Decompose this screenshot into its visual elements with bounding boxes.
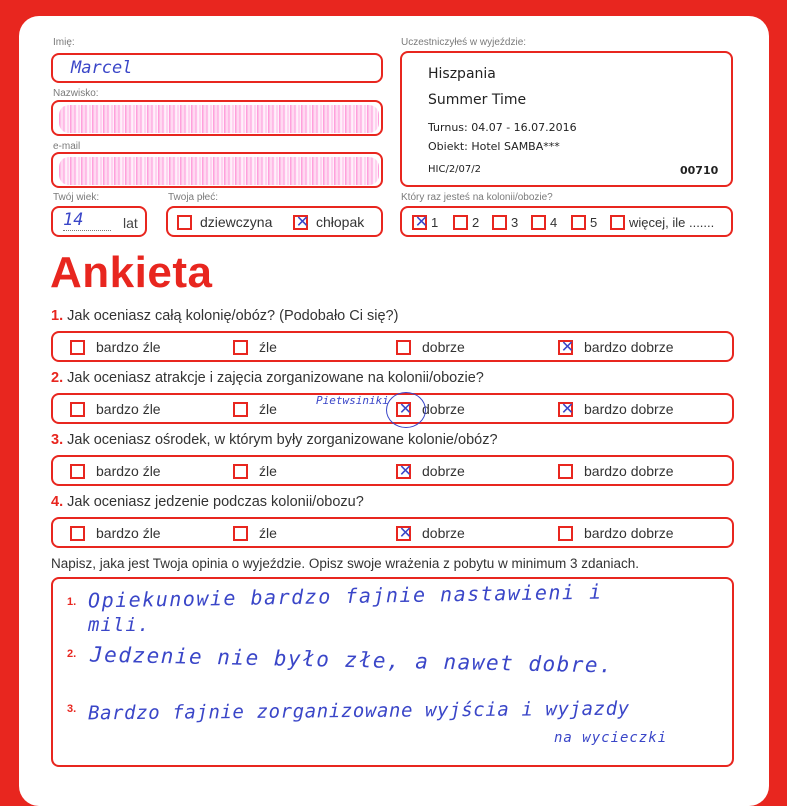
- plec-checkbox[interactable]: [293, 212, 310, 231]
- rating-option-label: bardzo dobrze: [584, 339, 674, 355]
- question-number: 2.: [51, 370, 64, 386]
- check-mark-icon: ✕: [295, 212, 310, 231]
- check-mark-icon: ✕: [398, 461, 413, 480]
- rating-option-label: źle: [259, 525, 277, 541]
- imie-label: Imię:: [53, 37, 75, 48]
- wiek-value: 14: [63, 210, 111, 231]
- rating-checkbox[interactable]: [558, 399, 575, 418]
- ktory-raz-option-label: 3: [511, 215, 519, 230]
- rating-option-label: bardzo źle: [96, 525, 161, 541]
- imie-field[interactable]: [51, 53, 383, 83]
- ktory-raz-checkbox[interactable]: [492, 215, 507, 230]
- question-number: 4.: [51, 494, 64, 510]
- check-mark-icon: ✕: [398, 523, 413, 542]
- rating-checkbox[interactable]: [396, 340, 411, 355]
- nazwisko-field[interactable]: [51, 100, 383, 136]
- tour-country: Hiszpania: [428, 66, 496, 82]
- redaction-blur: [59, 157, 379, 185]
- rating-checkbox[interactable]: [70, 402, 85, 417]
- rating-option-label: dobrze: [422, 401, 465, 417]
- nazwisko-label: Nazwisko:: [53, 88, 99, 99]
- opinion-line-5: na wycieczki: [554, 730, 668, 746]
- ktory-raz-option-label: więcej, ile .......: [629, 215, 715, 230]
- question-number: 1.: [51, 308, 64, 324]
- redaction-blur: [59, 105, 379, 133]
- rating-checkbox[interactable]: [558, 337, 575, 356]
- circle-mark-icon: [386, 392, 426, 428]
- rating-checkbox[interactable]: [70, 526, 85, 541]
- handwritten-note: Pietwsiniki: [316, 394, 389, 407]
- rating-option-label: bardzo dobrze: [584, 463, 674, 479]
- rating-checkbox[interactable]: [558, 464, 573, 479]
- rating-checkbox[interactable]: [233, 340, 248, 355]
- rating-checkbox[interactable]: [233, 402, 248, 417]
- plec-option-label: dziewczyna: [200, 214, 273, 230]
- rating-option-label: źle: [259, 339, 277, 355]
- rating-option-label: źle: [259, 463, 277, 479]
- ktory-raz-checkbox[interactable]: [571, 215, 586, 230]
- page-title: Ankieta: [50, 248, 213, 297]
- ktory-raz-checkbox[interactable]: [453, 215, 468, 230]
- opinion-line-number: 2.: [67, 648, 77, 660]
- check-mark-icon: ✕: [560, 337, 575, 356]
- tour-obiekt: Obiekt: Hotel SAMBA***: [428, 140, 560, 153]
- opinion-prompt: Napisz, jaka jest Twoja opinia o wyjeździe. Opisz swoje wrażenia z pobytu w minimum 3 zdaniach.: [51, 556, 640, 571]
- plec-option-label: chłopak: [316, 214, 365, 230]
- question-text: [51, 370, 484, 386]
- tour-turnus: Turnus: 04.07 - 16.07.2016: [428, 121, 577, 134]
- question-text: [51, 432, 498, 448]
- ktory-raz-checkbox[interactable]: [412, 212, 429, 231]
- check-mark-icon: ✕: [414, 212, 429, 231]
- tour-code: HIC/2/07/2: [428, 164, 482, 175]
- rating-option-label: bardzo dobrze: [584, 525, 674, 541]
- check-mark-icon: ✕: [560, 399, 575, 418]
- question-label: Jak oceniasz ośrodek, w którym były zorganizowane kolonie/obóz?: [67, 432, 498, 448]
- rating-option-label: dobrze: [422, 339, 465, 355]
- rating-checkbox[interactable]: [233, 464, 248, 479]
- tour-box: [400, 51, 733, 187]
- ktory-raz-option-label: 5: [590, 215, 598, 230]
- opinion-line-number: 1.: [67, 596, 77, 608]
- ktory-raz-label: Który raz jesteś na kolonii/obozie?: [401, 192, 553, 203]
- rating-option-label: bardzo źle: [96, 339, 161, 355]
- rating-option-label: bardzo źle: [96, 463, 161, 479]
- question-label: Jak oceniasz całą kolonię/obóz? (Podobało Ci się?): [67, 308, 399, 324]
- rating-option-label: bardzo źle: [96, 401, 161, 417]
- opinion-line-1: Opiekunowie bardzo fajnie nastawieni i: [87, 579, 603, 613]
- rating-option-label: dobrze: [422, 463, 465, 479]
- email-field[interactable]: [51, 152, 383, 188]
- email-label: e-mail: [53, 141, 81, 152]
- opinion-line-4: Bardzo fajnie zorganizowane wyjścia i wyjazdy: [87, 697, 630, 725]
- plec-label: Twoja płeć:: [168, 192, 219, 203]
- ktory-raz-checkbox[interactable]: [610, 215, 625, 230]
- rating-checkbox[interactable]: [70, 464, 85, 479]
- question-label: Jak oceniasz jedzenie podczas kolonii/obozu?: [67, 494, 364, 510]
- ktory-raz-option-label: 4: [550, 215, 558, 230]
- rating-option-label: źle: [259, 401, 277, 417]
- question-text: [51, 308, 398, 324]
- rating-checkbox[interactable]: [396, 523, 413, 542]
- tour-number: 00710: [680, 164, 719, 177]
- opinion-line-2: mili.: [88, 614, 151, 636]
- ktory-raz-option-label: 1: [431, 215, 439, 230]
- rating-checkbox[interactable]: [70, 340, 85, 355]
- uczestnictwo-label: Uczestniczyłeś w wyjeździe:: [401, 37, 527, 48]
- imie-value: Marcel: [71, 58, 133, 78]
- rating-checkbox[interactable]: [233, 526, 248, 541]
- question-label: Jak oceniasz atrakcje i zajęcia zorganizowane na kolonii/obozie?: [67, 370, 484, 386]
- rating-checkbox[interactable]: [396, 461, 413, 480]
- question-number: 3.: [51, 432, 64, 448]
- rating-checkbox[interactable]: [558, 526, 573, 541]
- check-mark-icon: ✕: [398, 399, 413, 418]
- rating-option-label: dobrze: [422, 525, 465, 541]
- ktory-raz-checkbox[interactable]: [531, 215, 546, 230]
- rating-option-label: bardzo dobrze: [584, 401, 674, 417]
- tour-name: Summer Time: [428, 92, 527, 108]
- opinion-line-3: Jedzenie nie było złe, a nawet dobre.: [89, 642, 614, 678]
- wiek-label: Twój wiek:: [53, 192, 100, 203]
- wiek-field[interactable]: [51, 206, 147, 237]
- ktory-raz-option-label: 2: [472, 215, 480, 230]
- question-text: [51, 494, 364, 510]
- plec-checkbox[interactable]: [177, 215, 192, 230]
- wiek-unit: lat: [123, 215, 138, 231]
- opinion-line-number: 3.: [67, 703, 77, 715]
